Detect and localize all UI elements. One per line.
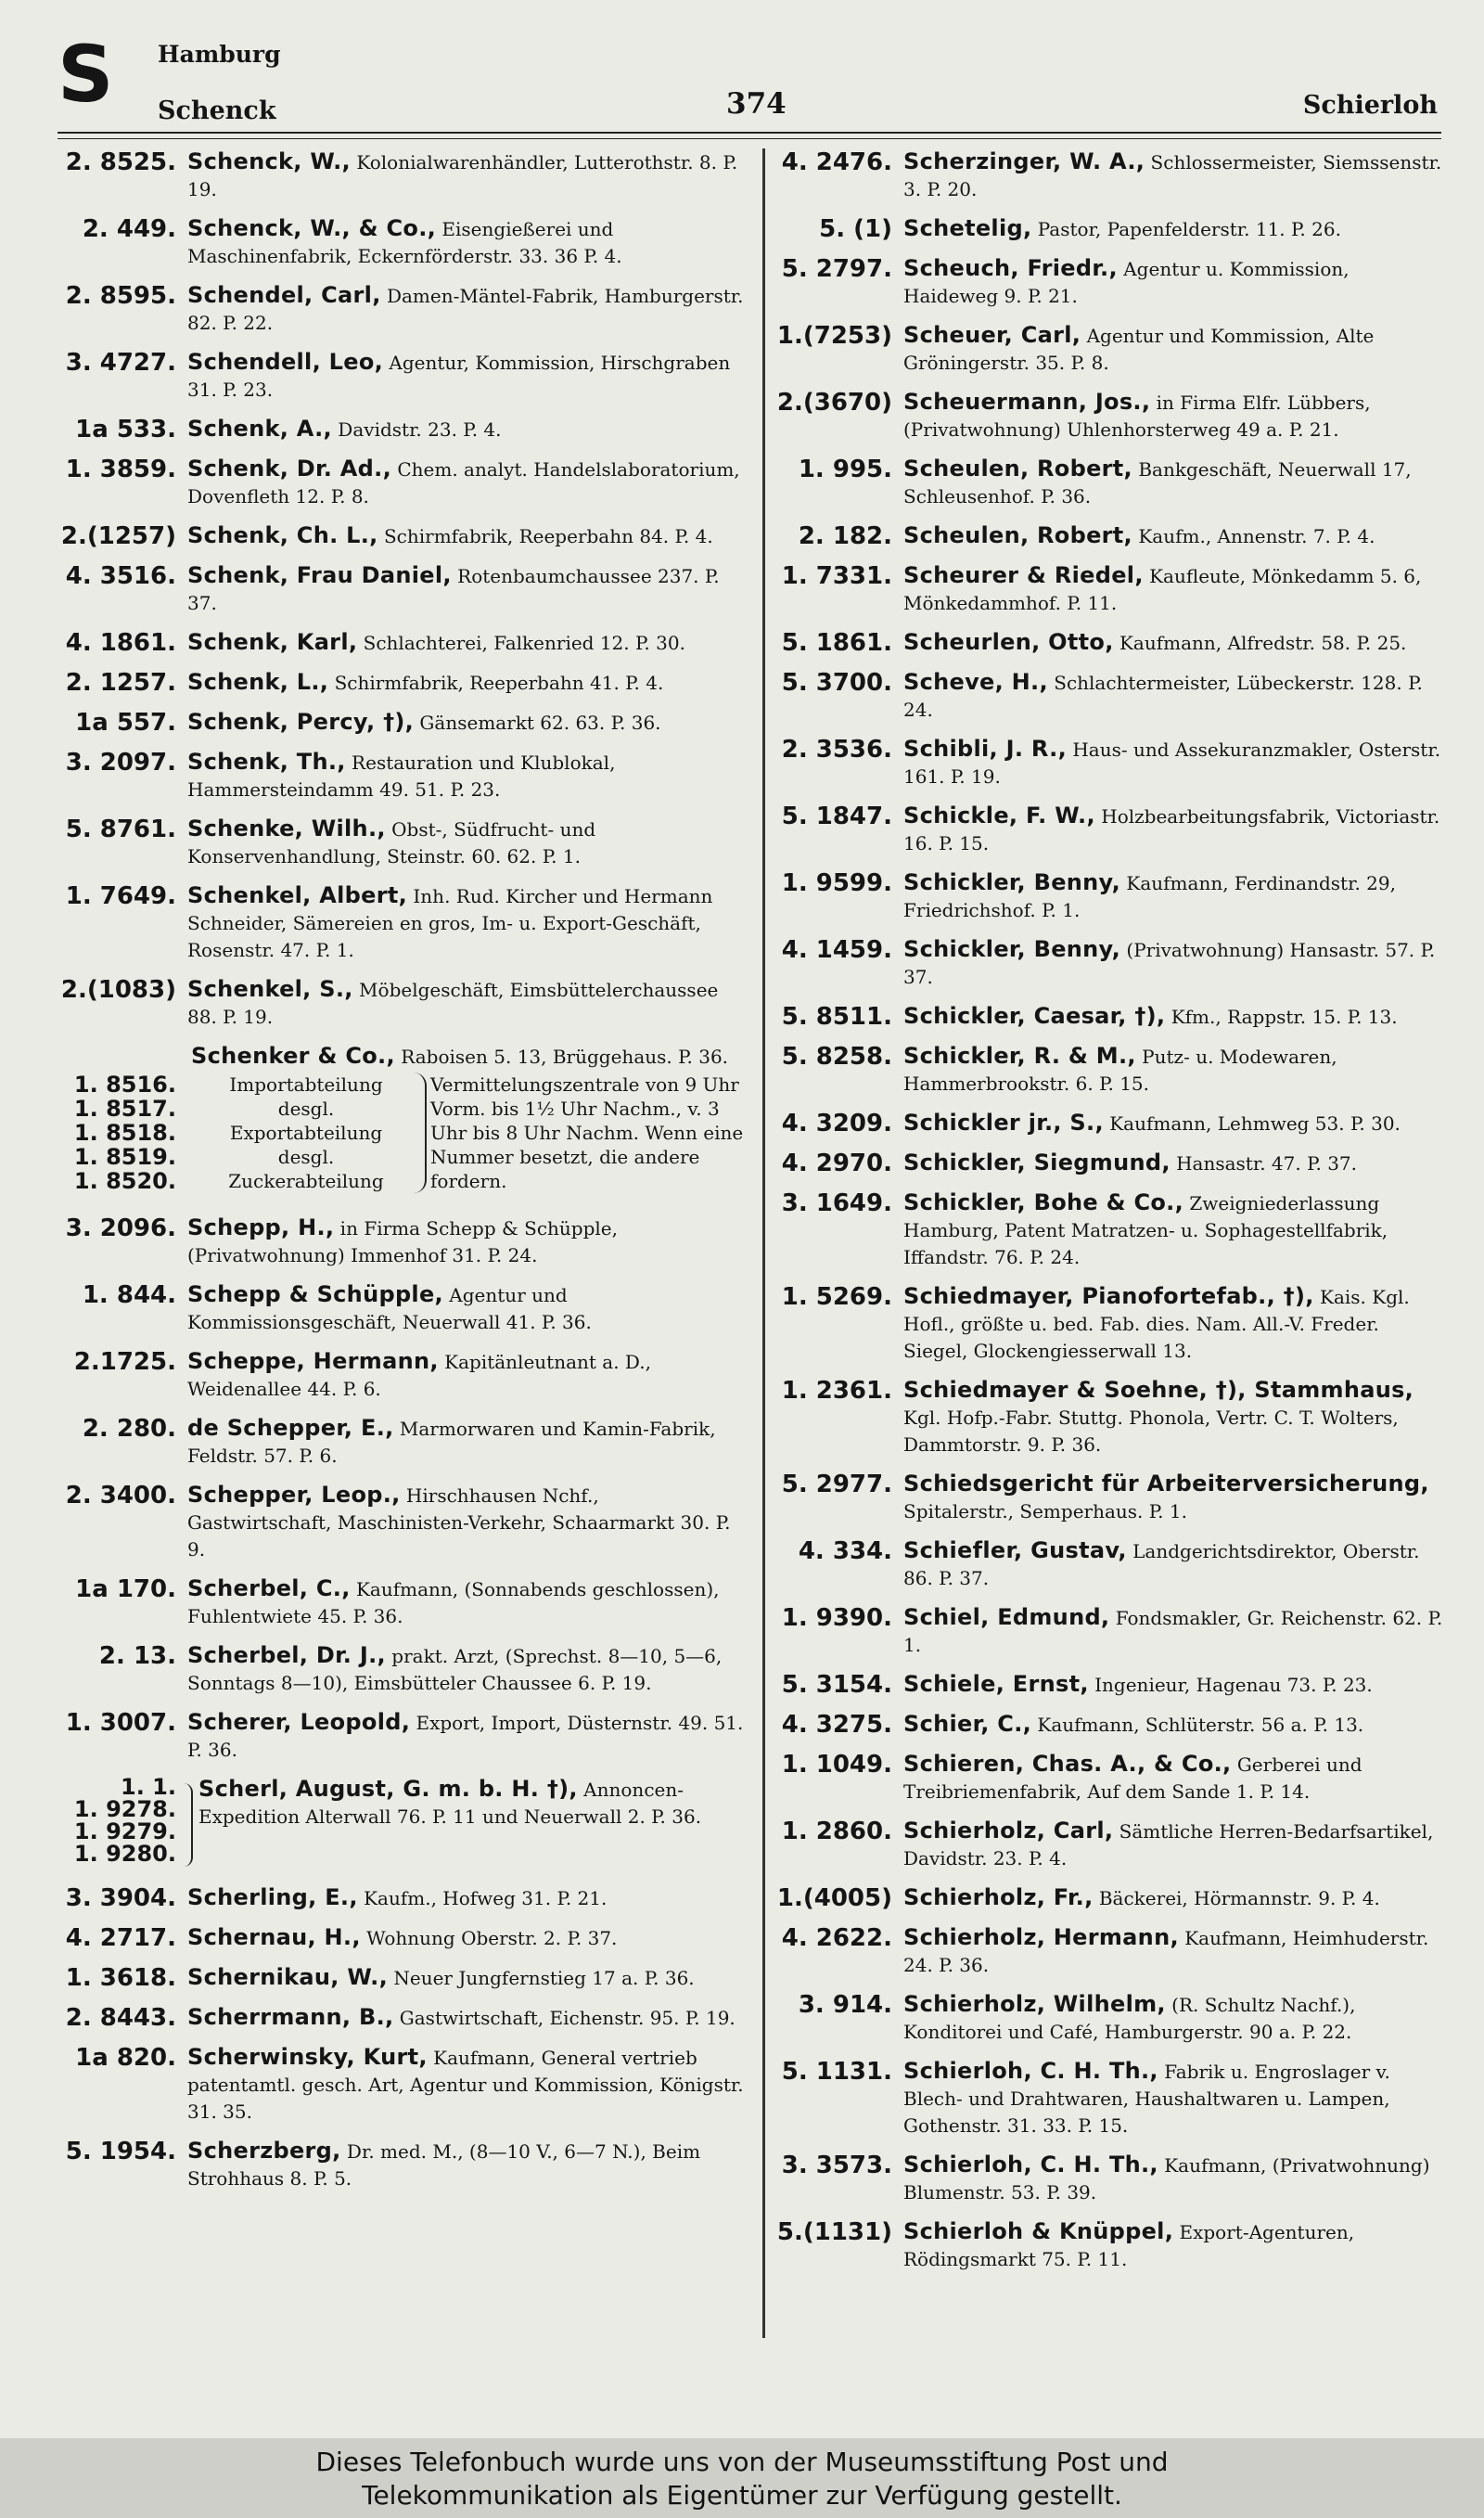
phone-number: 1. 1049. <box>781 1751 892 1779</box>
phone-number: 4. 2717. <box>65 1924 176 1952</box>
directory-entry <box>772 669 1447 724</box>
directory-entry <box>772 1537 1447 1592</box>
entry-name: Schepp & Schüpple, <box>187 1281 443 1307</box>
phone-number: 2. 8525. <box>65 148 176 176</box>
phone-number: 2. 13. <box>98 1642 176 1670</box>
directory-entry <box>56 629 744 657</box>
entry-name: Schibli, J. R., <box>903 736 1067 762</box>
entry-name: Schenkel, Albert, <box>187 882 408 908</box>
schenker-departments <box>209 1073 403 1193</box>
directory-entry <box>56 669 744 697</box>
entry-text: Schirmfabrik, Reeperbahn 41. P. 4. <box>328 672 664 694</box>
entry-name: Schickler, Siegmund, <box>903 1150 1171 1175</box>
directory-entry <box>56 215 744 270</box>
entry-name: Scherrmann, B., <box>187 2004 394 2030</box>
entry-name: Scherzinger, W. A., <box>903 148 1145 174</box>
phone-number: 4. 3209. <box>781 1110 892 1137</box>
entry-name: Schenker & Co., <box>191 1043 395 1069</box>
directory-entry <box>772 1150 1447 1177</box>
directory-entry <box>56 2004 744 2032</box>
phone-number: 3. 3904. <box>65 1884 176 1912</box>
entry-text: Damen-Mäntel-Fabrik, Hamburgerstr. 82. P. 22. <box>187 285 744 334</box>
phone-number: 5. 3154. <box>781 1671 892 1699</box>
directory-entry <box>56 1924 744 1952</box>
entry-name: Schierholz, Carl, <box>903 1818 1114 1844</box>
phone-number: 1. 8519. <box>73 1144 176 1170</box>
phone-number: 4. 2476. <box>781 148 892 176</box>
entry-text: Haus- und Assekuranzmakler, Osterstr. 161. P. 19. <box>903 739 1441 788</box>
phone-number: 4. 3516. <box>65 562 176 590</box>
directory-entry <box>772 1671 1447 1699</box>
phone-number: 1. 3618. <box>65 1964 176 1992</box>
directory-entry <box>772 1884 1447 1912</box>
department-label: Importabteilung <box>229 1073 383 1096</box>
section-letter: S <box>58 29 114 120</box>
directory-entry <box>56 1348 744 1403</box>
entry-text: Kaufmann, General vertrieb patentamtl. gesch. Art, Agentur und Kommission, Königstr. 31. 35. <box>187 2047 744 2123</box>
page-number: 374 <box>726 87 787 121</box>
entry-text: in Firma Schepp & Schüpple, (Privatwohnung) Immenhof 31. P. 24. <box>187 1217 619 1266</box>
phone-number: 1. 3859. <box>65 456 176 483</box>
phone-number: 1. 9599. <box>781 869 892 897</box>
entry-name: Scheulen, Robert, <box>903 456 1132 482</box>
phone-number: 2. 280. <box>82 1415 176 1443</box>
entry-name: Scheurer & Riedel, <box>903 562 1144 588</box>
directory-entry <box>772 562 1447 617</box>
entry-text: Fabrik u. Engroslager v. Blech- und Drahtwaren, Haushaltwaren u. Lampen, Gothenstr. 31. 33. P. 15. <box>903 2061 1390 2137</box>
phone-number: 1. 9278. <box>73 1796 176 1822</box>
entry-text: Kaufmann, Ferdinandstr. 29, Friedrichshof. P. 1. <box>903 872 1396 921</box>
entry-text: (R. Schultz Nachf.), Konditorei und Café, Hamburgerstr. 90 a. P. 22. <box>903 1994 1356 2043</box>
entry-text: Neuer Jungfernstieg 17 a. P. 36. <box>388 1967 695 1989</box>
right-column <box>772 148 1447 2285</box>
entry-name: Schenk, L., <box>187 669 329 695</box>
phone-number: 2.(1083) <box>60 976 176 1004</box>
entry-text: Kaufleute, Mönkedamm 5. 6, Mönkedammhof. P. 11. <box>903 565 1422 614</box>
first-entry-label: Schenck <box>158 96 276 125</box>
phone-number: 1. 8518. <box>73 1120 176 1146</box>
directory-entry <box>772 1751 1447 1805</box>
directory-entry <box>56 709 744 737</box>
directory-entry <box>56 349 744 404</box>
entry-text: Kaufmann, Alfredstr. 58. P. 25. <box>1113 632 1407 654</box>
directory-entry <box>772 1604 1447 1659</box>
entry-text: Gerberei und Treibriemenfabrik, Auf dem Sande 1. P. 14. <box>903 1754 1362 1803</box>
entry-text: Schlachtermeister, Lübeckerstr. 128. P. 24. <box>903 672 1423 721</box>
phone-number: 1a 820. <box>75 2044 176 2072</box>
phone-number: 2. 449. <box>82 215 176 243</box>
directory-entry <box>772 736 1447 790</box>
brace <box>406 1073 427 1193</box>
phone-number: 2. 8443. <box>65 2004 176 2032</box>
entry-name: Scherbel, C., <box>187 1575 351 1601</box>
entries-group-c <box>56 1884 744 2192</box>
directory-entry <box>56 976 744 1031</box>
entry-name: Schierholz, Hermann, <box>903 1924 1179 1950</box>
entry-text: Ingenieur, Hagenau 73. P. 23. <box>1088 1674 1373 1696</box>
entry-text: Spitalerstr., Semperhaus. P. 1. <box>903 1500 1187 1522</box>
entry-text: Kais. Kgl. Hofl., größte u. bed. Fab. dies. Nam. All.-V. Freder. Siegel, Glockengiesserwall 13. <box>903 1286 1410 1362</box>
entry-name: Schickler, Benny, <box>903 869 1121 895</box>
scherl-numbers <box>56 1776 176 1865</box>
entry-name: Schenk, Frau Daniel, <box>187 562 452 588</box>
directory-entry <box>56 1642 744 1697</box>
department-label: desgl. <box>277 1098 335 1120</box>
directory-entry <box>772 1043 1447 1098</box>
phone-number: 4. 3275. <box>781 1711 892 1739</box>
directory-entry <box>772 936 1447 991</box>
phone-number: 5. 3700. <box>781 669 892 697</box>
entry-text: Sämtliche Herren-Bedarfsartikel, Davidstr. 23. P. 4. <box>903 1820 1434 1869</box>
phone-number: 5. 8761. <box>65 816 176 843</box>
entry-text: Gänsemarkt 62. 63. P. 36. <box>414 712 661 734</box>
entry-name: Schernau, H., <box>187 1924 361 1950</box>
entry-text: Agentur, Kommission, Hirschgraben 31. P. 23. <box>187 352 731 401</box>
entry-name: Schiele, Ernst, <box>903 1671 1089 1697</box>
phone-number: 2. 3400. <box>65 1482 176 1510</box>
left-column <box>56 148 744 2204</box>
directory-entry <box>772 1189 1447 1271</box>
entry-text: Kgl. Hofp.-Fabr. Stuttg. Phonola, Vertr. C. T. Wolters, Dammtorstr. 9. P. 36. <box>903 1407 1399 1456</box>
phone-number: 1. 8517. <box>73 1096 176 1122</box>
city-label: Hamburg <box>158 41 281 68</box>
entry-name: Schickler, Caesar, †), <box>903 1003 1166 1029</box>
directory-entry <box>772 522 1447 550</box>
scherl-entry <box>56 1776 744 1872</box>
directory-entry <box>56 1281 744 1336</box>
phone-number: 2.(1257) <box>60 522 176 550</box>
entry-name: Schiedmayer, Pianofortefab., †), <box>903 1283 1314 1309</box>
entry-text: Agentur und Kommissionsgeschäft, Neuerwall 41. P. 36. <box>187 1284 592 1333</box>
schenker-numbers <box>56 1073 176 1193</box>
entry-name: Schierloh, C. H. Th., <box>903 2058 1158 2084</box>
entry-name: Schiedsgericht für Arbeiterversicherung, <box>903 1471 1429 1497</box>
phone-number: 5. 2977. <box>781 1471 892 1498</box>
phone-number: 1. 2860. <box>781 1818 892 1845</box>
phone-number: 5.(1131) <box>776 2218 892 2246</box>
directory-entry <box>56 522 744 550</box>
entry-name: de Schepper, E., <box>187 1415 394 1441</box>
entry-text: Schlossermeister, Siemssenstr. 3. P. 20. <box>903 151 1442 200</box>
phone-number: 1. 7331. <box>781 562 892 590</box>
phone-number: 5. 8258. <box>781 1043 892 1071</box>
entry-name: Scheulen, Robert, <box>903 522 1132 548</box>
entry-text: Inh. Rud. Kircher und Hermann Schneider, Sämereien en gros, Im- u. Export-Geschäft, Rosenstr. 47. P. 1. <box>187 885 713 961</box>
entry-text: Bankgeschäft, Neuerwall 17, Schleusenhof. P. 36. <box>903 458 1412 507</box>
directory-entry <box>56 1575 744 1630</box>
directory-entry <box>56 1482 744 1563</box>
phone-number: 5. 1847. <box>781 803 892 830</box>
phone-number: 1a 557. <box>75 709 176 737</box>
entry-text: Davidstr. 23. P. 4. <box>331 418 502 441</box>
entry-name: Schieren, Chas. A., & Co., <box>903 1751 1232 1777</box>
entry-text: Rotenbaumchaussee 237. P. 37. <box>187 565 720 614</box>
entry-text: in Firma Elfr. Lübbers, (Privatwohnung) Uhlenhorsterweg 49 a. P. 21. <box>903 392 1371 441</box>
directory-entry <box>772 2152 1447 2206</box>
phone-number: 1. 3007. <box>65 1709 176 1737</box>
entry-text: prakt. Arzt, (Sprechst. 8—10, 5—6, Sonntags 8—10), Eimsbütteler Chaussee 6. P. 19. <box>187 1645 723 1694</box>
schenker-note: Vermittelungszentrale von 9 Uhr Vorm. bis 1½ Uhr Nachm., v. 3 Uhr bis 8 Uhr Nachm. Wenn eine Nummer besetzt, die andere fordern. <box>430 1073 744 1192</box>
footer-line: Dieses Telefonbuch wurde uns von der Museumsstiftung Post und <box>315 2447 1169 2477</box>
entry-name: Scheuch, Friedr., <box>903 255 1118 281</box>
entry-name: Schierloh, C. H. Th., <box>903 2152 1158 2178</box>
entry-name: Scherer, Leopold, <box>187 1709 411 1735</box>
phone-number: 1. 1. <box>121 1774 176 1800</box>
directory-entry <box>772 1003 1447 1031</box>
entry-name: Schickler jr., S., <box>903 1110 1104 1136</box>
entry-text: Wohnung Oberstr. 2. P. 37. <box>360 1927 618 1949</box>
entry-name: Schetelig, <box>903 215 1032 241</box>
entry-text: Annoncen-Expedition Alterwall 76. P. 11 und Neuerwall 2. P. 36. <box>198 1779 702 1828</box>
archive-footer <box>0 2438 1484 2518</box>
phone-number: 3. 2097. <box>65 749 176 777</box>
footer-line: Telekommunikation als Eigentümer zur Verfügung gestellt. <box>362 2480 1122 2511</box>
entry-name: Schiedmayer & Soehne, †), Stammhaus, <box>903 1377 1414 1403</box>
phone-number: 4. 2970. <box>781 1150 892 1177</box>
entry-text: Restauration und Klublokal, Hammersteindamm 49. 51. P. 23. <box>187 752 616 801</box>
phone-number: 2.(3670) <box>776 389 892 417</box>
directory-entry <box>772 1711 1447 1739</box>
entry-text: Gastwirtschaft, Eichenstr. 95. P. 19. <box>393 2007 736 2029</box>
entry-text: Kolonialwarenhändler, Lutterothstr. 8. P. 19. <box>187 151 738 200</box>
entry-text: Bäckerei, Hörmannstr. 9. P. 4. <box>1093 1887 1380 1909</box>
department-label: Zuckerabteilung <box>228 1170 384 1192</box>
directory-entry <box>56 282 744 337</box>
entry-text: Obst-, Südfrucht- und Konservenhandlung, Steinstr. 60. 62. P. 1. <box>187 818 596 867</box>
entry-name: Scheurlen, Otto, <box>903 629 1114 655</box>
entry-text: (Privatwohnung) Hansastr. 57. P. 37. <box>903 939 1436 988</box>
entry-name: Schierloh & Knüppel, <box>903 2218 1174 2244</box>
entry-name: Schenk, A., <box>187 416 332 442</box>
entry-name: Scherzberg, <box>187 2138 341 2164</box>
entry-text: Agentur und Kommission, Alte Gröningerstr. 35. P. 8. <box>903 325 1375 374</box>
entry-text: Hansastr. 47. P. 37. <box>1170 1152 1358 1175</box>
entry-text: Kaufmann, (Privatwohnung) Blumenstr. 53. P. 39. <box>903 2154 1430 2203</box>
entry-text: Schlachterei, Falkenried 12. P. 30. <box>357 632 685 654</box>
phone-number: 4. 2622. <box>781 1924 892 1952</box>
directory-entry <box>772 1110 1447 1137</box>
entry-text: Kapitänleutnant a. D., Weidenallee 44. P. 6. <box>187 1351 651 1400</box>
directory-entry <box>772 1471 1447 1525</box>
phone-number: 5. 1861. <box>781 629 892 657</box>
entry-name: Schepper, Leop., <box>187 1482 401 1508</box>
phone-number: 4. 334. <box>798 1537 892 1565</box>
directory-entry <box>56 416 744 443</box>
last-entry-label: Schierloh <box>1302 91 1438 120</box>
phone-number: 1. 8516. <box>73 1072 176 1098</box>
entry-text: Marmorwaren und Kamin-Fabrik, Feldstr. 57. P. 6. <box>187 1418 716 1467</box>
entry-name: Schenk, Karl, <box>187 629 358 655</box>
entry-text: Agentur u. Kommission, Haideweg 9. P. 21. <box>903 258 1350 307</box>
directory-entry <box>56 456 744 510</box>
directory-entry <box>56 882 744 964</box>
entry-name: Schenck, W., & Co., <box>187 215 437 241</box>
directory-entry <box>772 803 1447 857</box>
phone-number: 1. 995. <box>798 456 892 483</box>
directory-entry <box>56 816 744 870</box>
entry-text: Holzbearbeitungsfabrik, Victoriastr. 16. P. 15. <box>903 805 1440 854</box>
phone-number: 4. 1459. <box>781 936 892 964</box>
entry-text: Raboisen 5. 13, Brüggehaus. P. 36. <box>394 1046 729 1068</box>
entry-name: Schenkel, S., <box>187 976 353 1002</box>
phone-number: 5. (1) <box>819 215 892 243</box>
entry-name: Schenk, Dr. Ad., <box>187 456 391 482</box>
entry-text: Kaufmann, Heimhuderstr. 24. P. 36. <box>903 1927 1429 1976</box>
entry-text: Pastor, Papenfelderstr. 11. P. 26. <box>1031 218 1341 240</box>
entry-text: Kaufmann, (Sonnabends geschlossen), Fuhlentwiete 45. P. 36. <box>187 1578 720 1627</box>
entry-text: Kaufmann, Schlüterstr. 56 a. P. 13. <box>1031 1714 1364 1736</box>
phone-number: 3. 2096. <box>65 1214 176 1242</box>
entry-name: Schenck, W., <box>187 148 351 174</box>
phone-number: 4. 1861. <box>65 629 176 657</box>
phone-number: 5. 8511. <box>781 1003 892 1031</box>
directory-entry <box>56 1214 744 1269</box>
phone-number: 1. 9280. <box>73 1841 176 1867</box>
entry-name: Schenk, Th., <box>187 749 346 775</box>
entry-text: Kaufm., Hofweg 31. P. 21. <box>357 1887 608 1909</box>
entry-name: Scherling, E., <box>187 1884 358 1910</box>
phone-number: 5. 1954. <box>65 2138 176 2165</box>
entry-name: Schier, C., <box>903 1711 1032 1737</box>
entry-text: Fondsmakler, Gr. Reichenstr. 62. P. 1. <box>903 1607 1443 1656</box>
directory-entry <box>56 1415 744 1470</box>
entry-name: Schenke, Wilh., <box>187 816 386 841</box>
phone-number: 3. 4727. <box>65 349 176 377</box>
entry-name: Schenk, Percy, †), <box>187 709 415 735</box>
directory-entry <box>772 1283 1447 1365</box>
entry-text: Putz- u. Modewaren, Hammerbrookstr. 6. P. 15. <box>903 1046 1337 1095</box>
entry-text: Zweigniederlassung Hamburg, Patent Matratzen- u. Sophagestellfabrik, Iffandstr. 76. P. 24. <box>903 1192 1388 1268</box>
entry-name: Schepp, H., <box>187 1214 335 1240</box>
entry-name: Scherbel, Dr. J., <box>187 1642 386 1668</box>
entry-text: Kfm., Rappstr. 15. P. 13. <box>1165 1006 1398 1028</box>
phone-number: 1a 533. <box>75 416 176 443</box>
entry-name: Schierholz, Wilhelm, <box>903 1991 1166 2017</box>
entry-name: Schendell, Leo, <box>187 349 384 375</box>
directory-entry <box>772 2058 1447 2139</box>
phone-number: 3. 914. <box>798 1991 892 2019</box>
entry-name: Schiefler, Gustav, <box>903 1537 1127 1563</box>
phone-number: 1. 2361. <box>781 1377 892 1405</box>
department-label: desgl. <box>277 1146 335 1168</box>
directory-entry <box>772 1991 1447 2046</box>
entry-text: Hirschhausen Nchf., Gastwirtschaft, Maschinisten-Verkehr, Schaarmarkt 30. P. 9. <box>187 1484 731 1561</box>
phone-number: 2.1725. <box>73 1348 176 1376</box>
phone-number: 5. 1131. <box>781 2058 892 2086</box>
directory-entry <box>56 1884 744 1912</box>
department-label: Exportabteilung <box>229 1122 383 1144</box>
entry-text: Export-Agenturen, Rödingsmarkt 75. P. 11. <box>903 2221 1355 2270</box>
entry-text: Kaufmann, Lehmweg 53. P. 30. <box>1103 1112 1401 1135</box>
phone-number: 3. 3573. <box>781 2152 892 2179</box>
directory-entry <box>56 749 744 803</box>
entry-name: Schierholz, Fr., <box>903 1884 1094 1910</box>
entry-name: Scherwinsky, Kurt, <box>187 2044 428 2070</box>
directory-entry <box>772 2218 1447 2273</box>
phone-number: 1a 170. <box>75 1575 176 1603</box>
entry-name: Schickler, Benny, <box>903 936 1121 962</box>
phone-number: 1.(7253) <box>776 322 892 350</box>
phone-number: 1. 7649. <box>65 882 176 910</box>
phone-number: 1.(4005) <box>776 1884 892 1912</box>
phone-number: 1. 9279. <box>73 1818 176 1844</box>
directory-entry <box>772 255 1447 310</box>
directory-entry <box>772 148 1447 203</box>
phone-number: 1. 844. <box>82 1281 176 1309</box>
column-divider <box>762 148 765 2338</box>
entry-text: Schirmfabrik, Reeperbahn 84. P. 4. <box>377 525 713 547</box>
entry-name: Scherl, August, G. m. b. H. †), <box>198 1776 578 1802</box>
entry-name: Schernikau, W., <box>187 1964 388 1990</box>
entry-name: Scheppe, Hermann, <box>187 1348 439 1374</box>
brace <box>182 1783 193 1867</box>
directory-entry <box>56 148 744 203</box>
directory-entry <box>772 629 1447 657</box>
entry-text: Eisengießerei und Maschinenfabrik, Eckernförderstr. 33. 36 P. 4. <box>187 218 622 267</box>
phone-number: 2. 1257. <box>65 669 176 697</box>
directory-entry <box>772 322 1447 377</box>
entry-name: Scheuer, Carl, <box>903 322 1081 348</box>
entry-name: Schiel, Edmund, <box>903 1604 1110 1630</box>
entry-text: Kaufm., Annenstr. 7. P. 4. <box>1132 525 1375 547</box>
directory-entry <box>772 1818 1447 1872</box>
directory-entry <box>772 456 1447 510</box>
entry-name: Schickler, Bohe & Co., <box>903 1189 1184 1215</box>
directory-entry <box>772 869 1447 924</box>
directory-entry <box>772 389 1447 443</box>
entry-name: Scheve, H., <box>903 669 1048 695</box>
directory-entry <box>56 1964 744 1992</box>
entry-text: Dr. med. M., (8—10 V., 6—7 N.), Beim Strohhaus 8. P. 5. <box>187 2140 701 2190</box>
directory-entry <box>772 215 1447 243</box>
phone-number: 2. 182. <box>798 522 892 550</box>
entry-name: Scheuermann, Jos., <box>903 389 1151 415</box>
entry-name: Schendel, Carl, <box>187 282 381 308</box>
entry-text: Chem. analyt. Handelslaboratorium, Dovenfleth 12. P. 8. <box>187 458 740 507</box>
phone-number: 1. 9390. <box>781 1604 892 1632</box>
entry-name: Schickler, R. & M., <box>903 1043 1136 1069</box>
directory-entry <box>772 1924 1447 1979</box>
phone-number: 1. 5269. <box>781 1283 892 1311</box>
phone-number: 1. 8520. <box>73 1168 176 1194</box>
page-header <box>0 0 1484 139</box>
entries-group-b <box>56 1214 744 1764</box>
entry-text: Möbelgeschäft, Eimsbüttelerchaussee 88. P. 19. <box>187 979 719 1028</box>
entry-text: Export, Import, Düsternstr. 49. 51. P. 36. <box>187 1712 744 1761</box>
directory-entry <box>56 2138 744 2192</box>
schenker-entry <box>56 1043 744 1202</box>
entry-text: Landgerichtsdirektor, Oberstr. 86. P. 37. <box>903 1540 1420 1589</box>
header-rule <box>58 132 1441 139</box>
phone-number: 5. 2797. <box>781 255 892 283</box>
entry-name: Schickle, F. W., <box>903 803 1095 829</box>
entries-group-a <box>56 148 744 1031</box>
directory-entry <box>56 1709 744 1764</box>
directory-entry <box>56 562 744 617</box>
phone-number: 3. 1649. <box>781 1189 892 1217</box>
phone-number: 2. 3536. <box>781 736 892 764</box>
entry-name: Schenk, Ch. L., <box>187 522 378 548</box>
directory-entry <box>772 1377 1447 1458</box>
directory-entry <box>56 2044 744 2126</box>
phone-number: 2. 8595. <box>65 282 176 310</box>
